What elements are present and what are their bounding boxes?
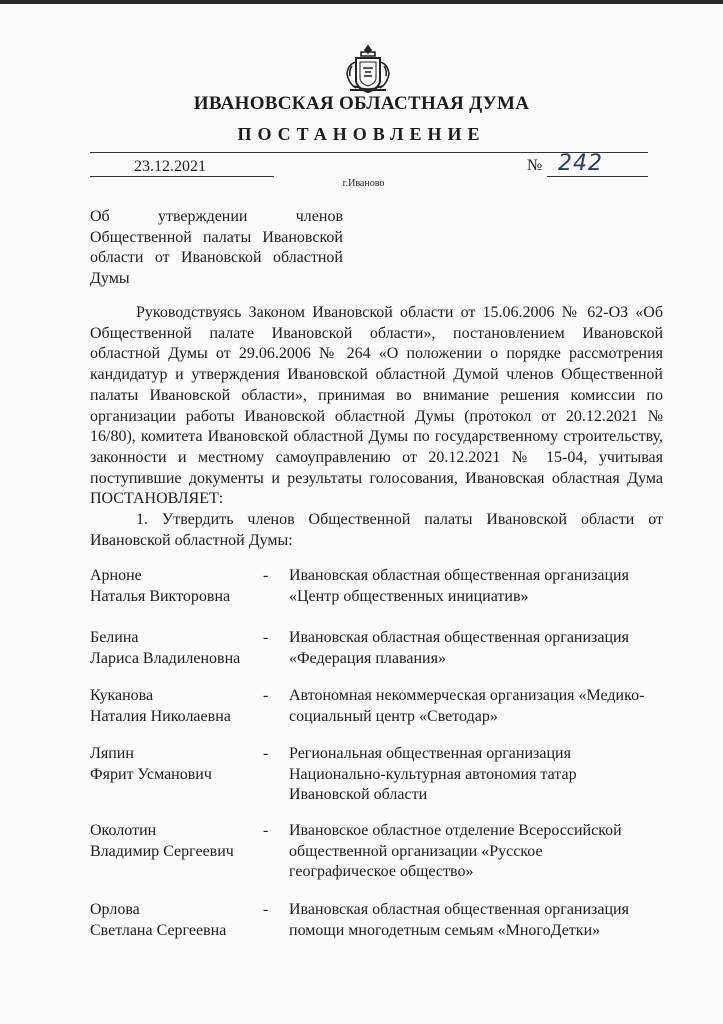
document-city: г.Иваново [342,178,385,189]
org-line: географическое общество» [289,863,474,880]
member-surname: Околотин [90,822,157,839]
body-paragraph-1: Руководствуясь Законом Ивановской области от 15.06.2006 № 62-ОЗ «Об Общественной палате Ивановской области», постановлением Ивановской областной Думы от 29.06.2006 № 264 «О положении о порядке рассмотрения кандидатур и утверждения Ивановской областной Думой членов Общественной палаты Ивановской области», принимая во внимание решения комиссии по организации работы Ивановской областной Думы (протокол от 20.12.2021 № 16/80), комитета Ивановской областной Думы по государственному строительству, законности и местному самоуправлению от 20.12.2021 № 15-04, учитывая поступившие документы и результаты голосования, Ивановская областная Дума ПОСТАНОВЛЯЕТ: [90,304,663,508]
member-dash: - [263,629,269,646]
document-date: 23.12.2021 [134,158,206,175]
member-organization [289,628,671,669]
member-surname: Орлова [90,901,140,918]
member-name [90,744,260,785]
org-line: общественной организации «Русское [289,842,543,860]
member-name [90,900,260,941]
member-surname: Ляпин [90,745,134,762]
member-name [90,566,260,607]
member-name [90,821,260,862]
member-surname: Арноне [90,567,142,584]
member-organization [289,744,671,806]
document-body [90,303,663,551]
member-surname: Куканова [90,687,154,704]
org-line: Национально-культурная автономия татар [289,765,577,783]
member-dash: - [263,567,269,584]
org-title: ИВАНОВСКАЯ ОБЛАСТНАЯ ДУМА [193,93,530,114]
coat-of-arms-icon [340,42,396,98]
member-dash: - [263,822,269,839]
member-dash: - [263,745,269,762]
org-line: Ивановской области [289,786,428,803]
org-line: «Центр общественных инициатив» [289,587,529,605]
number-label: № [527,157,543,174]
subject-text: Об утверждении членов Общественной палаты Ивановской области от Ивановской областной Думы [90,208,343,287]
member-dash: - [263,687,269,704]
org-line: «Федерация плавания» [289,649,446,667]
member-given-name: Лариса Владиленовна [90,649,241,667]
member-given-name: Светлана Сергеевна [90,921,227,939]
member-given-name: Владимир Сергеевич [90,842,234,860]
member-given-name: Наталья Викторовна [90,587,231,605]
org-line: помощи многодетным семьям «МногоДетки» [289,921,601,939]
org-line: Ивановская областная общественная организация [289,567,629,584]
member-organization [289,686,671,727]
member-surname: Белина [90,629,139,646]
document-number: 242 [558,151,603,176]
member-dash: - [263,901,269,918]
date-underline [90,176,274,177]
document-subject [90,207,343,289]
member-organization [289,821,671,883]
member-name [90,686,260,727]
org-line: Ивановское областное отделение Всероссийской [289,822,622,839]
member-organization [289,566,671,607]
member-organization [289,900,671,941]
org-line: Автономная некоммерческая организация «Медико- [289,687,645,704]
body-paragraph-2: 1. Утвердить членов Общественной палаты Ивановской области от Ивановской областной Думы: [90,511,663,549]
org-line: Ивановская областная общественная организация [289,629,629,646]
member-given-name: Фярит Усманович [90,765,212,783]
org-line: Региональная общественная организация [289,745,571,762]
org-line: Ивановская областная общественная организация [289,901,629,918]
document-type: ПОСТАНОВЛЕНИЕ [237,124,486,144]
number-underline [547,176,648,177]
org-line: социальный центр «Светодар» [289,707,498,725]
member-given-name: Наталия Николаевна [90,707,231,725]
member-name [90,628,260,669]
scan-top-edge [0,0,723,4]
